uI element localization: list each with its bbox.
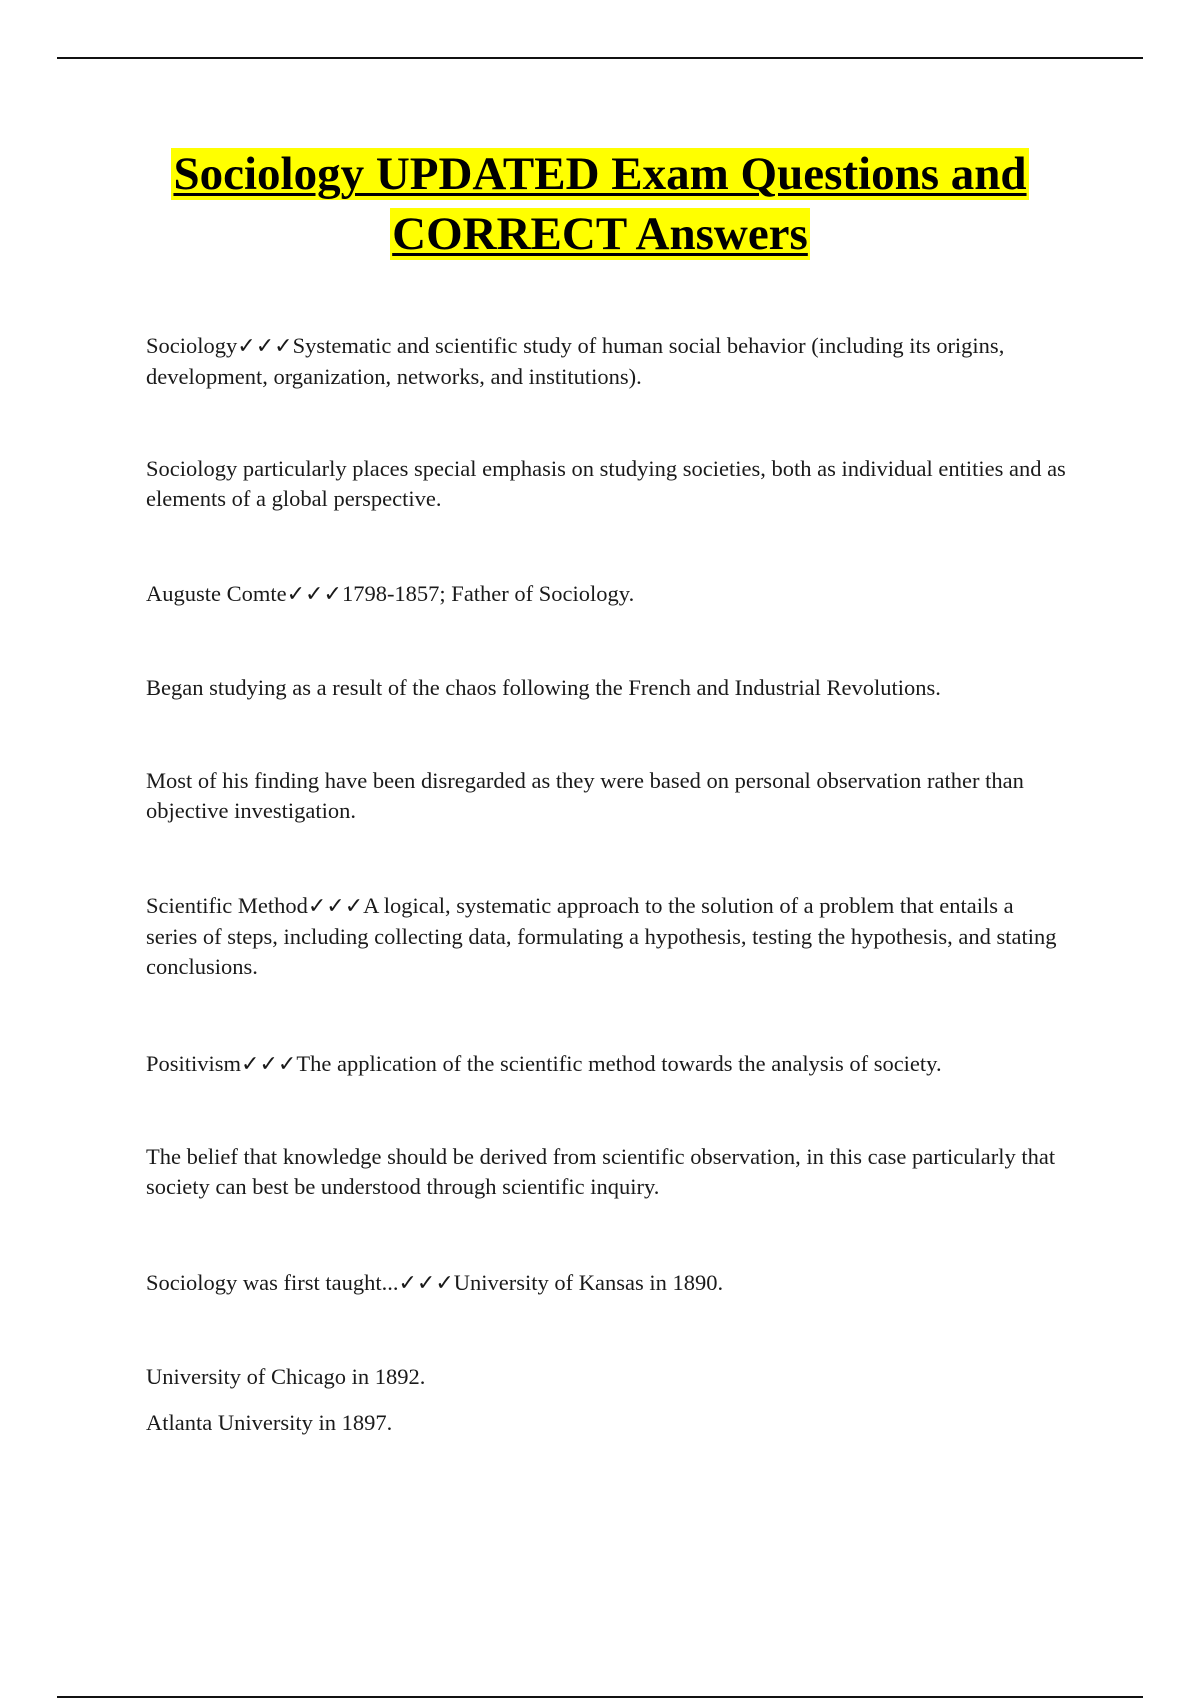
definition: University of Kansas in 1890. [453, 1270, 724, 1295]
qa-sociology [146, 331, 1066, 392]
qa-scientific-method [146, 891, 1066, 982]
qa-auguste-comte [146, 579, 1066, 610]
title-line-1: Sociology UPDATED Exam Questions and [173, 148, 1027, 200]
check-marks-icon: ✓✓✓ [241, 1052, 297, 1077]
term: Sociology [146, 333, 238, 358]
paragraph-atlanta: Atlanta University in 1897. [146, 1410, 393, 1435]
term: Scientific Method [146, 893, 308, 918]
bottom-divider [57, 1696, 1143, 1698]
definition: 1798-1857; Father of Sociology. [341, 581, 635, 606]
qa-positivism [146, 1049, 1066, 1080]
check-marks-icon: ✓✓✓ [237, 334, 293, 359]
term: Auguste Comte [146, 581, 287, 606]
term: Sociology was first taught... [146, 1270, 399, 1295]
check-marks-icon: ✓✓✓ [307, 894, 364, 919]
check-marks-icon: ✓✓✓ [398, 1271, 454, 1296]
paragraph-comte-began: Began studying as a result of the chaos following the French and Industrial Revolutions. [146, 675, 941, 700]
paragraph-chicago: University of Chicago in 1892. [146, 1364, 426, 1389]
qa-first-taught [146, 1268, 1066, 1299]
definition: Systematic and scientific study of human social behavior (including its origins, development, organization, networks, and institutions). [146, 333, 1005, 389]
document-title [0, 144, 1200, 264]
paragraph-comte-findings: Most of his finding have been disregarded as they were based on personal observation rather than objective investigation. [146, 768, 1024, 823]
paragraph-sociology-emphasis: Sociology particularly places special emphasis on studying societies, both as individual entities and as elements of a global perspective. [146, 456, 1066, 511]
top-divider [57, 57, 1143, 59]
paragraph-positivism-belief: The belief that knowledge should be derived from scientific observation, in this case particularly that society can best be understood through scientific inquiry. [146, 1144, 1056, 1199]
title-line-2: CORRECT Answers [392, 208, 808, 260]
check-marks-icon: ✓✓✓ [286, 582, 342, 607]
definition: A logical, systematic approach to the solution of a problem that entails a series of steps, including collecting data, formulating a hypothesis, testing the hypothesis, and stating conclusions. [146, 893, 1057, 979]
term: Positivism [146, 1051, 242, 1076]
definition: The application of the scientific method towards the analysis of society. [296, 1051, 942, 1076]
